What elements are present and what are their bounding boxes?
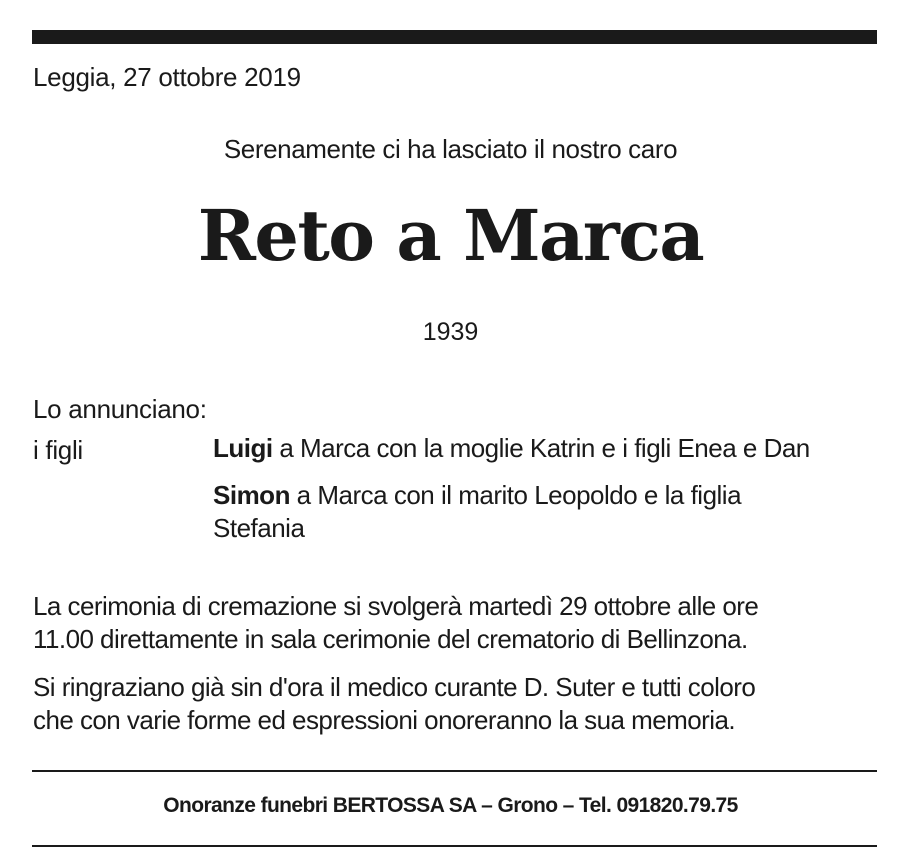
ceremony-line: La cerimonia di cremazione si svolgerà martedì 29 ottobre alle ore <box>33 591 759 621</box>
family-entry-line <box>213 479 741 512</box>
family-entry-simon <box>213 479 741 545</box>
funeral-home-footer: Onoranze funebri BERTOSSA SA – Grono – Tel. 091820.79.75 <box>163 794 738 817</box>
footer-top-rule <box>32 770 877 772</box>
announce-label: Lo annunciano: <box>33 394 207 424</box>
top-divider-bar <box>32 30 877 44</box>
birth-year: 1939 <box>422 318 479 346</box>
ceremony-line: 11.00 direttamente in sala cerimonie del crematorio di Bellinzona. <box>33 624 748 654</box>
family-entry-line <box>213 432 810 465</box>
thanks-paragraph <box>33 671 755 737</box>
family-entry-text: a Marca con la moglie Katrin e i figli Enea e Dan <box>272 433 810 463</box>
intro-text: Serenamente ci ha lasciato il nostro caro <box>223 134 678 164</box>
family-entry-text: a Marca con il marito Leopoldo e la figlia <box>289 480 742 510</box>
place-date: Leggia, 27 ottobre 2019 <box>33 62 301 92</box>
family-entry-luigi <box>213 432 810 465</box>
thanks-line: Si ringraziano già sin d'ora il medico curante D. Suter e tutti coloro <box>33 672 756 702</box>
thanks-line: che con varie forme ed espressioni onoreranno la sua memoria. <box>33 705 736 735</box>
family-first-name: Simon <box>213 480 290 510</box>
footer-bottom-rule <box>32 845 877 847</box>
family-entry-line: Stefania <box>213 513 305 543</box>
deceased-name: Reto a Marca <box>197 194 704 277</box>
family-label: i figli <box>33 435 83 465</box>
family-first-name: Luigi <box>213 433 273 463</box>
ceremony-paragraph <box>33 590 758 656</box>
